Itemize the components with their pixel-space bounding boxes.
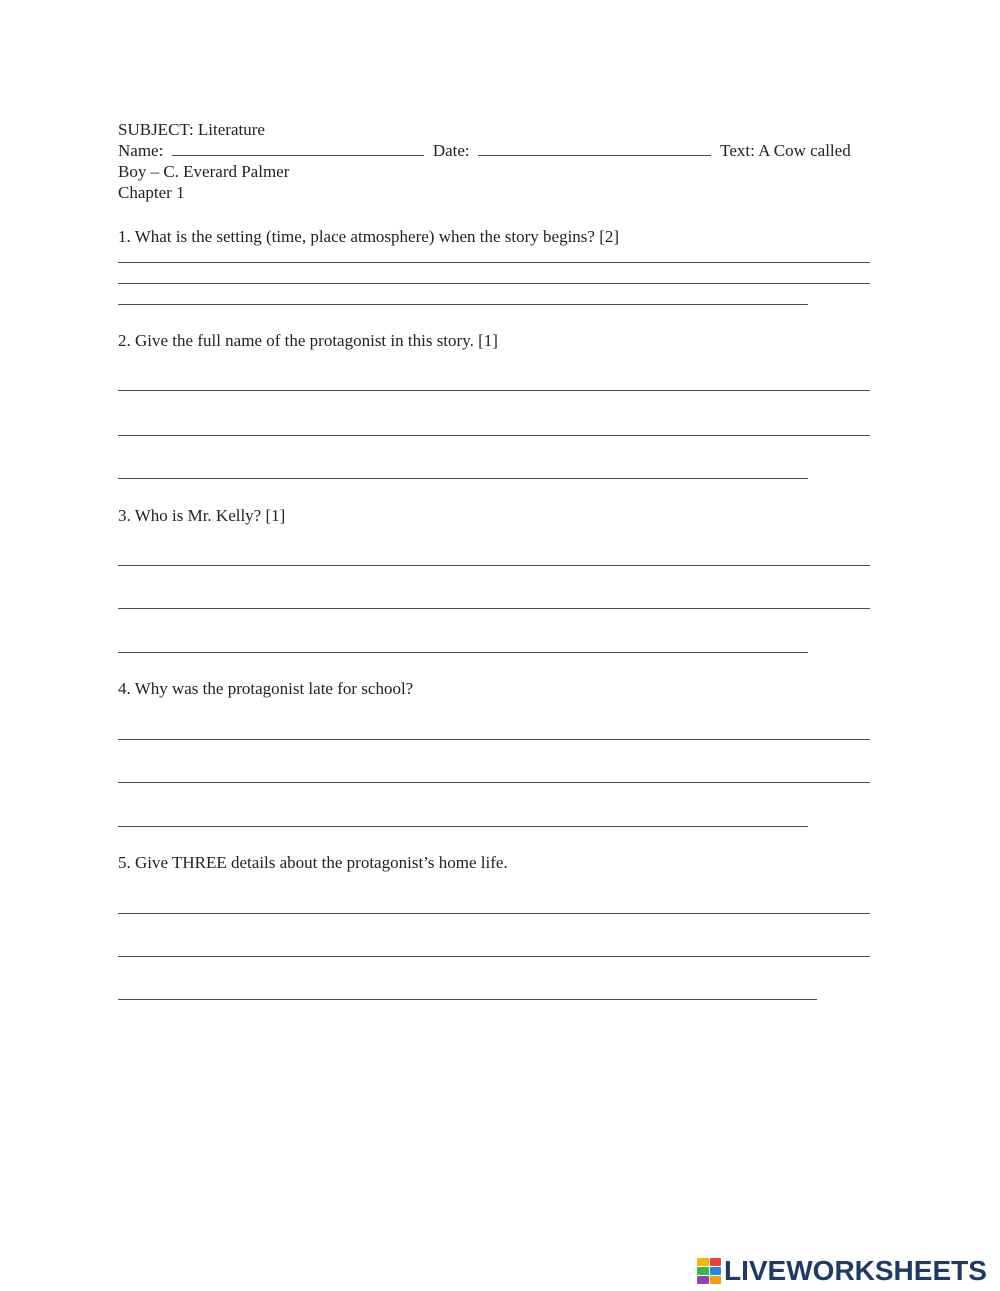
text-title-continued: Boy – C. Everard Palmer <box>118 162 290 181</box>
question-1: 1. What is the setting (time, place atmosphere) when the story begins? [2] <box>118 227 620 246</box>
answer-4-line-1[interactable] <box>118 739 870 740</box>
answer-2-line-2[interactable] <box>118 435 870 436</box>
subject-line: SUBJECT: Literature <box>118 120 265 139</box>
answer-1-line-1[interactable] <box>118 262 870 263</box>
answer-3-line-2[interactable] <box>118 608 870 609</box>
answer-2-line-1[interactable] <box>118 390 870 391</box>
question-5: 5. Give THREE details about the protagonist’s home life. <box>118 853 508 872</box>
text-label: Text: A Cow called <box>720 141 851 160</box>
liveworksheets-logo-text: LIVEWORKSHEETS <box>724 1255 987 1286</box>
answer-2-line-3[interactable] <box>118 478 808 479</box>
question-2: 2. Give the full name of the protagonist in this story. [1] <box>118 331 498 350</box>
answer-4-line-3[interactable] <box>118 826 808 827</box>
name-date-text-line <box>118 140 851 161</box>
answer-3-line-1[interactable] <box>118 565 870 566</box>
answer-4-line-2[interactable] <box>118 782 870 783</box>
name-label: Name: <box>118 141 164 160</box>
answer-3-line-3[interactable] <box>118 652 808 653</box>
answer-5-line-1[interactable] <box>118 913 870 914</box>
answer-5-line-2[interactable] <box>118 956 870 957</box>
liveworksheets-logo-icon <box>697 1258 721 1284</box>
date-field[interactable] <box>478 140 711 156</box>
question-3: 3. Who is Mr. Kelly? [1] <box>118 506 286 525</box>
chapter-label: Chapter 1 <box>118 183 185 202</box>
answer-5-line-3[interactable] <box>118 999 817 1000</box>
answer-1-line-3[interactable] <box>118 304 808 305</box>
name-field[interactable] <box>172 140 424 156</box>
question-4: 4. Why was the protagonist late for school? <box>118 679 414 698</box>
answer-1-line-2[interactable] <box>118 283 870 284</box>
liveworksheets-logo <box>697 1256 987 1286</box>
date-label: Date: <box>432 141 470 160</box>
